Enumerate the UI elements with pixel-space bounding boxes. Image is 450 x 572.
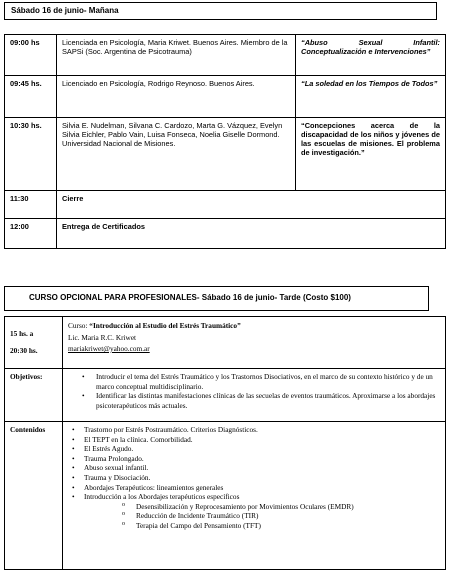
time-cell: 12:00 <box>5 219 57 249</box>
course-time-cell <box>5 317 63 369</box>
talk-title-cell: “Concepciones acerca de la discapacidad de los niños y jóvenes de las escuelas de misiones. El problema de investigación.” <box>296 118 446 191</box>
contents-label: Contenidos <box>5 422 63 570</box>
table-row <box>5 422 446 570</box>
time-end: 20:30 hs. <box>10 346 38 355</box>
list-item: • Trauma Prolongado. <box>68 454 440 464</box>
objectives-label: Objetivos: <box>5 369 63 422</box>
morning-header: Sábado 16 de junio- Mañana <box>4 2 437 20</box>
course-prefix: Curso: <box>68 321 90 330</box>
course-title <box>68 320 440 332</box>
contents-cell <box>63 422 446 570</box>
speaker-cell: Licenciado en Psicología, Rodrigo Reynoso. Buenos Aires. <box>57 76 296 118</box>
time-cell: 09:00 hs <box>5 35 57 76</box>
list-item: • Abuso sexual infantil. <box>68 463 440 473</box>
course-header: CURSO OPCIONAL PARA PROFESIONALES- Sábado 16 de junio- Tarde (Costo $100) <box>4 286 429 311</box>
talk-title-cell: “La soledad en los Tiempos de Todos” <box>296 76 446 118</box>
email-link[interactable]: mariakriwet@yahoo.com.ar <box>68 344 150 353</box>
table-row <box>5 118 446 191</box>
course-table <box>4 316 446 570</box>
sub-list-item: o Terapia del Campo del Pensamiento (TFT) <box>68 521 440 531</box>
list-item: • Introducir el tema del Estrés Traumático y los Trastornos Disociativos, en el marco de su contexto histórico y de un marco conceptual multidisciplinario. <box>68 372 440 391</box>
list-item: • El Estrés Agudo. <box>68 444 440 454</box>
objectives-cell <box>63 369 446 422</box>
list-item: • Trauma y Disociación. <box>68 473 440 483</box>
time-start: 15 hs. a <box>10 329 34 338</box>
table-row <box>5 219 446 249</box>
course-info-cell <box>63 317 446 369</box>
morning-schedule-table <box>4 34 446 249</box>
course-name: “Introducción al Estudio del Estrés Traumático” <box>89 321 241 330</box>
table-row <box>5 317 446 369</box>
table-row <box>5 191 446 219</box>
list-item: • Identificar las distintas manifestaciones clínicas de las secuelas de eventos traumáticos. Aproximarse a los abordajes psicoterapéuticos más actuales. <box>68 391 440 410</box>
speaker-cell: Silvia E. Nudelman, Silvana C. Cardozo, Marta G. Vázquez, Evelyn Silvia Eichler, Pablo Vain, Luisa Fonseca, Noelia Giselle Dormond. Universidad Nacional de Misiones. <box>57 118 296 191</box>
time-cell: 09:45 hs. <box>5 76 57 118</box>
speaker-cell: Licenciada en Psicología, Maria Kriwet. Buenos Aires. Miembro de la SAPSi (Soc. Argentina de Psicotrauma) <box>57 35 296 76</box>
table-row <box>5 76 446 118</box>
sub-list-item: o Reducción de Incidente Traumático (TIR) <box>68 511 440 521</box>
table-row <box>5 35 446 76</box>
list-item: • El TEPT en la clínica. Comorbilidad. <box>68 435 440 445</box>
list-item: • Trastorno por Estrés Postraumático. Criterios Diagnósticos. <box>68 425 440 435</box>
time-cell: 10:30 hs. <box>5 118 57 191</box>
sub-list-item: o Desensibilización y Reprocesamiento por Movimientos Oculares (EMDR) <box>68 502 440 512</box>
event-cell: Entrega de Certificados <box>57 219 446 249</box>
talk-title-cell: “Abuso Sexual Infantil: Conceptualización e Intervenciones” <box>296 35 446 76</box>
time-cell: 11:30 <box>5 191 57 219</box>
event-cell: Cierre <box>57 191 446 219</box>
list-item: • Abordajes Terapéuticos: lineamientos generales <box>68 483 440 493</box>
table-row <box>5 369 446 422</box>
instructor: Lic. Maria R.C. Kriwet <box>68 332 137 342</box>
list-item: • Introducción a los Abordajes terapéuticos específicos <box>68 492 440 502</box>
